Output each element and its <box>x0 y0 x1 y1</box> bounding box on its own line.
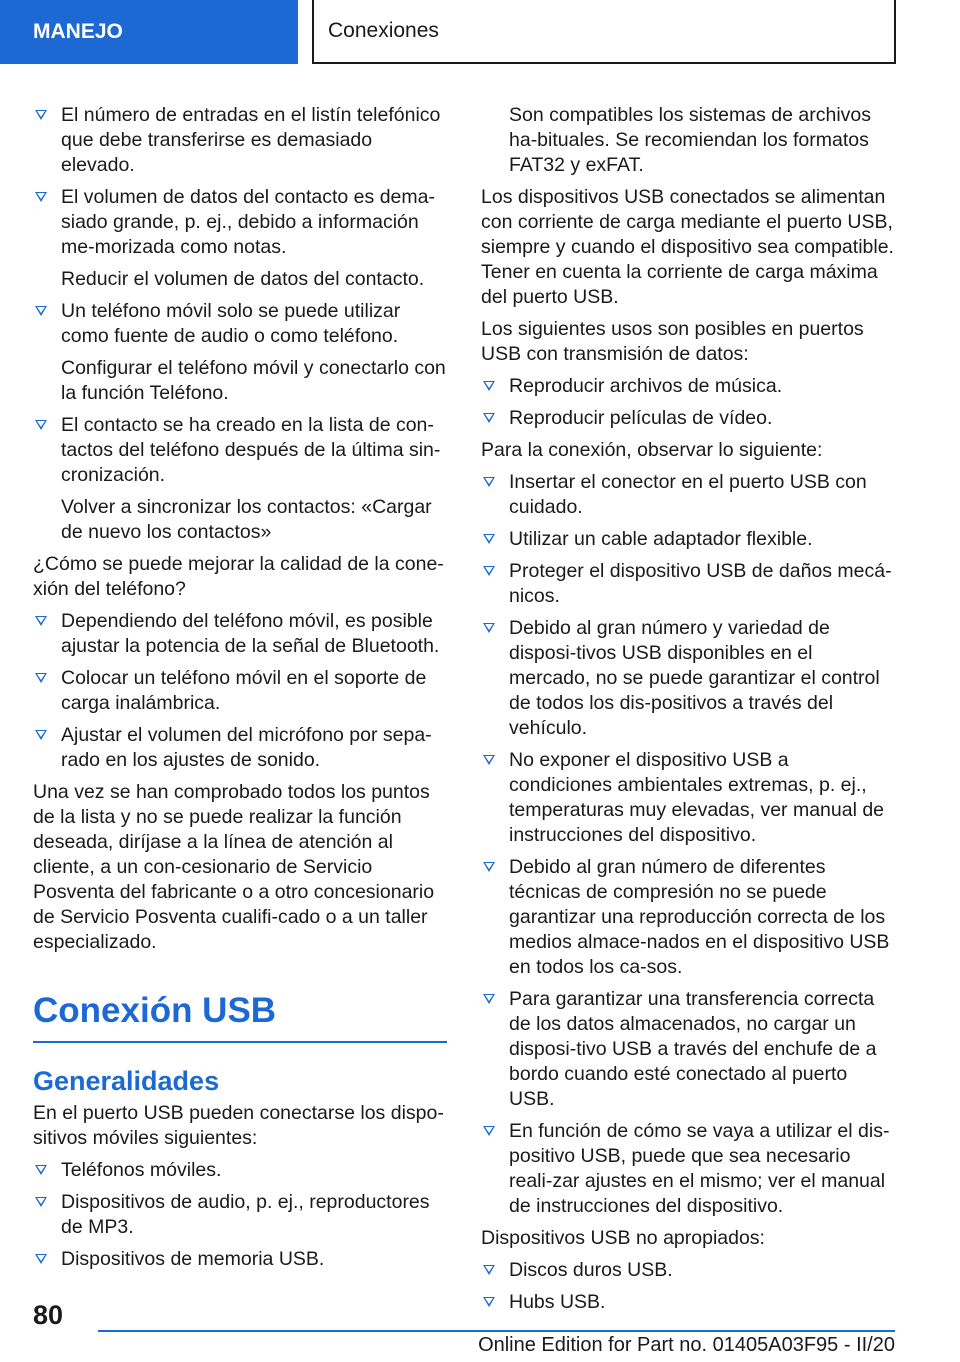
list-item <box>481 374 895 399</box>
list-item-text: Un teléfono móvil solo se puede utilizar como fuente de audio o como teléfono. <box>61 300 401 347</box>
section-heading: Conexión USB <box>33 991 447 1043</box>
list-item <box>481 406 895 431</box>
list-item <box>481 1290 895 1315</box>
list-item-text: Utilizar un cable adaptador flexible. <box>509 528 813 550</box>
list-item-text: Discos duros USB. <box>509 1259 673 1281</box>
right-column <box>481 103 895 1322</box>
list-item <box>481 987 895 1112</box>
list-item <box>33 299 447 349</box>
footer-divider <box>98 1330 895 1332</box>
left-column <box>33 103 447 1279</box>
unsuitable-paragraph: Dispositivos USB no apropiados: <box>481 1227 765 1249</box>
list-item <box>33 1247 447 1272</box>
connection-list <box>481 470 895 1219</box>
list-item-text: Reproducir películas de vídeo. <box>509 407 773 429</box>
chapter-title: Conexiones <box>312 0 896 64</box>
tips-list <box>33 609 447 773</box>
triangle-bullet-icon <box>35 110 47 120</box>
remedy-note: Volver a sincronizar los contactos: «Cargar de nuevo los contactos» <box>61 496 432 543</box>
unsuitable-list <box>481 1258 895 1315</box>
subsection-heading: Generalidades <box>33 1066 220 1096</box>
triangle-bullet-icon <box>35 1254 47 1264</box>
support-paragraph: Una vez se han comprobado todos los puntos de la lista y no se puede realizar la función deseada, diríjase a la línea de atención al cliente, a un con-cesionario de Servicio Posventa del fabricante o a otro concesionario de Servicio Posventa cualifi-cado o a un taller especializado. <box>33 781 435 953</box>
triangle-bullet-icon <box>483 1297 495 1307</box>
triangle-bullet-icon <box>483 477 495 487</box>
list-item-text: Ajustar el volumen del micrófono por sepa-rado en los ajustes de sonido. <box>61 724 432 771</box>
list-item <box>481 559 895 609</box>
list-item-text: Reproducir archivos de música. <box>509 375 783 397</box>
triangle-bullet-icon <box>35 1197 47 1207</box>
list-item <box>481 1119 895 1219</box>
edition-text: Online Edition for Part no. 01405A03F95 - II/20 <box>478 1334 895 1356</box>
triangle-bullet-icon <box>483 755 495 765</box>
section-tab: MANEJO <box>0 0 298 64</box>
triangle-bullet-icon <box>483 534 495 544</box>
list-item <box>33 1158 447 1183</box>
intro-paragraph: En el puerto USB pueden conectarse los dispo-sitivos móviles siguientes: <box>33 1102 444 1149</box>
list-item-text: Para garantizar una transferencia correcta de los datos almacenados, no cargar un disposi-tivo USB a través del enchufe de a bordo cuando esté conectado al puerto USB. <box>509 988 877 1110</box>
triangle-bullet-icon <box>483 862 495 872</box>
triangle-bullet-icon <box>483 623 495 633</box>
triangle-bullet-icon <box>35 192 47 202</box>
triangle-bullet-icon <box>35 420 47 430</box>
list-item <box>33 723 447 773</box>
list-item-text: Teléfonos móviles. <box>61 1159 222 1181</box>
triangle-bullet-icon <box>35 306 47 316</box>
remedy-note: Configurar el teléfono móvil y conectarlo con la función Teléfono. <box>61 357 446 404</box>
list-item-text: Insertar el conector en el puerto USB con cuidado. <box>509 471 867 518</box>
issues-list <box>33 299 447 349</box>
list-item <box>481 616 895 741</box>
list-item <box>481 855 895 980</box>
list-item-text: En función de cómo se vaya a utilizar el dis-positivo USB, puede que sea necesario reali-zar ajustes en el mismo; ver el manual de instrucciones del dispositivo. <box>509 1120 890 1217</box>
issues-list <box>33 413 447 488</box>
list-item-text: No exponer el dispositivo USB a condiciones ambientales extremas, p. ej., temperaturas muy elevadas, ver manual de instrucciones del dispositivo. <box>509 749 885 846</box>
list-item <box>33 413 447 488</box>
list-item <box>33 185 447 260</box>
list-item <box>481 527 895 552</box>
triangle-bullet-icon <box>483 1126 495 1136</box>
list-item-text: Hubs USB. <box>509 1291 606 1313</box>
list-item-text: El número de entradas en el listín telefónico que debe transferirse es demasiado elevado. <box>61 104 441 176</box>
list-item-text: Colocar un teléfono móvil en el soporte de carga inalámbrica. <box>61 667 427 714</box>
triangle-bullet-icon <box>35 616 47 626</box>
list-item <box>481 1258 895 1283</box>
uses-paragraph: Los siguientes usos son posibles en puertos USB con transmisión de datos: <box>481 318 864 365</box>
list-item <box>481 470 895 520</box>
list-item-text: El contacto se ha creado en la lista de con-tactos del teléfono después de la última sin-cronización. <box>61 414 441 486</box>
connection-paragraph: Para la conexión, observar lo siguiente: <box>481 439 823 461</box>
triangle-bullet-icon <box>35 1165 47 1175</box>
list-item-text: Debido al gran número y variedad de disposi-tivos USB disponibles en el mercado, no se puede garantizar el control de todos los dis-positivos a través del vehículo. <box>509 617 880 739</box>
power-paragraph: Los dispositivos USB conectados se alimentan con corriente de carga mediante el puerto USB, siempre y cuando el dispositivo sea compatible. Tener en cuenta la corriente de carga máxima del puerto USB. <box>481 186 894 308</box>
list-item <box>33 103 447 178</box>
triangle-bullet-icon <box>483 994 495 1004</box>
page-number: 80 <box>33 1300 64 1330</box>
triangle-bullet-icon <box>483 1265 495 1275</box>
triangle-bullet-icon <box>483 566 495 576</box>
list-item-text: El volumen de datos del contacto es dema-siado grande, p. ej., debido a información me-morizada como notas. <box>61 186 435 258</box>
list-item <box>481 748 895 848</box>
uses-list <box>481 374 895 431</box>
triangle-bullet-icon <box>483 413 495 423</box>
issues-list <box>33 103 447 260</box>
question-text: ¿Cómo se puede mejorar la calidad de la cone-xión del teléfono? <box>33 553 444 600</box>
list-item-text: Debido al gran número de diferentes técnicas de compresión no se puede garantizar una reproducción correcta de los medios almace-nados en el dispositivo USB en todos los ca-sos. <box>509 856 890 978</box>
list-item <box>33 609 447 659</box>
list-item-text: Dependiendo del teléfono móvil, es posible ajustar la potencia de la señal de Bluetooth. <box>61 610 440 657</box>
triangle-bullet-icon <box>483 381 495 391</box>
remedy-note: Reducir el volumen de datos del contacto. <box>61 268 425 290</box>
triangle-bullet-icon <box>35 673 47 683</box>
continued-note: Son compatibles los sistemas de archivos ha-bituales. Se recomiendan los formatos FAT32 y exFAT. <box>509 104 871 176</box>
list-item <box>33 1190 447 1240</box>
devices-list <box>33 1158 447 1272</box>
triangle-bullet-icon <box>35 730 47 740</box>
page-header <box>0 0 960 66</box>
list-item <box>33 666 447 716</box>
list-item-text: Dispositivos de audio, p. ej., reproductores de MP3. <box>61 1191 430 1238</box>
list-item-text: Dispositivos de memoria USB. <box>61 1248 325 1270</box>
list-item-text: Proteger el dispositivo USB de daños mecá-nicos. <box>509 560 892 607</box>
